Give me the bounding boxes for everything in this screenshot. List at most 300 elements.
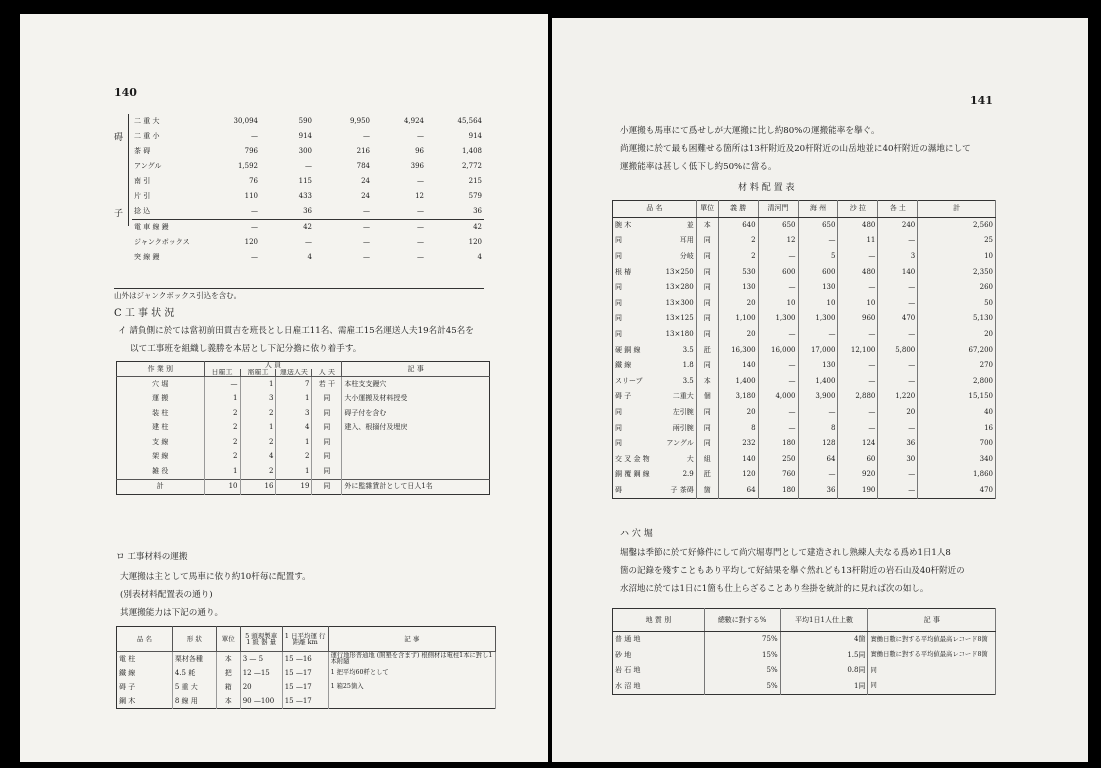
item-name-label: スリーブ <box>615 376 643 385</box>
table-row <box>117 377 490 392</box>
value-cell: 17,000 <box>798 342 838 358</box>
item-name-label: 碍 <box>615 485 622 494</box>
column-header: 沙 拉 <box>838 201 878 218</box>
table-cell: 同 <box>312 392 342 407</box>
column-header: 1 日平均運 行距離 km <box>282 627 328 652</box>
column-header: 義 勝 <box>718 201 758 218</box>
value-cell: — <box>417 207 424 215</box>
unit-cell: 瓩 <box>696 467 718 483</box>
item-name: 片 引 <box>134 192 151 200</box>
table-cell: 1 <box>240 377 276 392</box>
table-cell: 把 <box>216 666 240 680</box>
value-cell: 2,350 <box>918 264 996 280</box>
table-row <box>613 327 996 343</box>
value-cell: 5 <box>798 249 838 265</box>
value-cell: — <box>838 327 878 343</box>
value-cell: 2,800 <box>918 374 996 390</box>
table-cell: 16 <box>240 479 276 495</box>
unit-cell: 同 <box>696 264 718 280</box>
item-name-label: 同 <box>615 283 622 292</box>
value-cell: 130 <box>718 280 758 296</box>
header-person: 人 員 <box>204 362 342 370</box>
header-note: 記 事 <box>342 362 490 377</box>
table-row <box>613 452 996 468</box>
header-work: 作 業 別 <box>117 362 205 377</box>
table-cell: 碍 子 <box>117 680 173 694</box>
item-name-label: 交 叉 金 物 <box>615 454 650 463</box>
table-cell: 電 柱 <box>117 652 173 667</box>
item-spec: 子 茶碍 <box>670 485 694 494</box>
table-row <box>117 680 496 694</box>
item-spec: 13×300 <box>665 298 694 307</box>
item-name-label: 同 <box>615 408 622 417</box>
column-header: 各 土 <box>878 201 918 218</box>
value-cell: 36 <box>473 207 482 215</box>
value-cell: 3 <box>878 249 918 265</box>
column-header: 記 事 <box>868 609 996 632</box>
table-row <box>117 421 490 436</box>
item-name <box>613 374 697 390</box>
value-cell: 8 <box>718 420 758 436</box>
paragraph-line: イ 請負側に於ては當初前田貫吉を班長とし日雇工11名、需雇工15名運送人夫19名計45名を <box>118 326 474 336</box>
value-cell: 50 <box>918 296 996 312</box>
value-cell: 4 <box>307 253 312 261</box>
table-cell: 4 <box>276 421 312 436</box>
value-cell: — <box>838 249 878 265</box>
item-name <box>613 264 697 280</box>
item-name-label: 同 <box>615 314 622 323</box>
table-cell: 2 <box>204 421 240 436</box>
table-row <box>132 220 484 236</box>
value-cell: 3,900 <box>798 389 838 405</box>
value-cell: 128 <box>798 436 838 452</box>
unit-cell: 同 <box>696 311 718 327</box>
item-name <box>613 233 697 249</box>
value-cell: 64 <box>718 483 758 499</box>
value-cell: — <box>251 207 258 215</box>
left-page <box>20 14 548 762</box>
table-cell: 建 柱 <box>117 421 205 436</box>
group-label-1: 碍 <box>114 133 124 143</box>
header-sub: 運送人夫 <box>276 369 312 377</box>
table-cell: 10 <box>204 479 240 495</box>
value-cell: 10 <box>838 296 878 312</box>
table-rule <box>114 288 484 289</box>
value-cell: 16 <box>918 420 996 436</box>
table-cell: 4箇 <box>780 632 868 648</box>
ro-heading: ロ 工事材料の運搬 <box>116 552 188 562</box>
table-row <box>132 129 484 144</box>
item-name <box>613 296 697 312</box>
unit-cell: 同 <box>696 233 718 249</box>
table-cell: 1 把平均60粁として <box>328 666 495 680</box>
page-number-left: 140 <box>114 86 137 99</box>
value-cell: 12,100 <box>838 342 878 358</box>
table-cell: 水 沼 地 <box>613 679 705 695</box>
table-row <box>132 250 484 265</box>
material-placement-table <box>612 200 996 499</box>
value-cell: 2,560 <box>918 217 996 233</box>
value-cell: 433 <box>298 192 312 200</box>
value-cell: 140 <box>718 452 758 468</box>
table-cell: 碍子付を含む <box>344 408 387 417</box>
value-cell: 2,880 <box>838 389 878 405</box>
paragraph-line: 堀鑿は季節に於て好條件にして尚穴堀専門として建造されし熟練人夫なる爲め1日1人8 <box>620 548 951 558</box>
table-cell: 1同 <box>780 679 868 695</box>
unit-cell: 同 <box>696 405 718 421</box>
table-row <box>613 217 996 233</box>
paragraph-line: 箇の記錄を殘すこともあり平均して好結果を擧ぐ然れども13杆附近の岩石山及40杆附近の <box>620 566 965 576</box>
paragraph-line: 小運搬も馬車にて爲せしが大運搬に比し約80%の運搬能率を擧ぐ。 <box>620 126 880 136</box>
value-cell: — <box>305 162 312 170</box>
value-cell: 650 <box>798 217 838 233</box>
value-cell: — <box>878 233 918 249</box>
item-name: 二 重 小 <box>134 132 160 140</box>
table-cell: 岩 石 地 <box>613 663 705 679</box>
table-row <box>613 679 996 695</box>
table-cell: 本 <box>216 652 240 667</box>
item-name-label: 銅 覆 鋼 線 <box>615 470 650 479</box>
table-cell: 0.8同 <box>780 663 868 679</box>
item-spec: 1.8 <box>682 361 694 370</box>
value-cell: — <box>363 207 370 215</box>
item-spec: 耳用 <box>679 236 694 245</box>
item-name-label: 鐵 線 <box>615 361 632 370</box>
table-cell: 2 <box>204 435 240 450</box>
table-note: 山外はジャンクボックス引込を含む。 <box>114 291 242 300</box>
value-cell: 9,950 <box>349 117 370 125</box>
value-cell: 1,400 <box>798 374 838 390</box>
item-spec: アングル <box>666 439 694 448</box>
item-name-label: 同 <box>615 330 622 339</box>
item-name-label: 碍 子 <box>615 392 632 401</box>
item-spec: 並 <box>686 220 694 229</box>
table-cell: 2 <box>240 435 276 450</box>
item-name <box>613 405 697 421</box>
unit-cell: 同 <box>696 358 718 374</box>
value-cell: 12 <box>415 192 424 200</box>
value-cell: 4,000 <box>758 389 798 405</box>
group-label-2: 子 <box>114 209 124 219</box>
column-header: 品 名 <box>613 201 697 218</box>
value-cell: — <box>798 467 838 483</box>
value-cell: 250 <box>758 452 798 468</box>
header-sub: 人 夫 <box>312 369 342 377</box>
item-name <box>613 249 697 265</box>
table-row <box>613 389 996 405</box>
item-name <box>613 389 697 405</box>
value-cell: 24 <box>361 177 370 185</box>
value-cell: 20 <box>878 405 918 421</box>
table-cell: 1 <box>240 421 276 436</box>
paragraph-line: 水沼地に於ては1日に1箇も仕上らざることあり叁掛を統計的に見れば次の如し。 <box>620 584 929 594</box>
item-spec: 二重大 <box>672 392 694 401</box>
table-cell: 4.5 耗 <box>172 666 216 680</box>
value-cell: 190 <box>838 483 878 499</box>
value-cell: 67,200 <box>918 342 996 358</box>
table-cell: 雑 役 <box>117 464 205 479</box>
table-row <box>613 405 996 421</box>
item-name <box>613 436 697 452</box>
table-cell: 3 — 5 <box>240 652 282 667</box>
value-cell: 24 <box>361 192 370 200</box>
paragraph-line: 以て工事班を組織し義勝を本居とし下記分擔に依り着手す。 <box>130 344 362 354</box>
value-cell: 480 <box>838 264 878 280</box>
value-cell: 340 <box>918 452 996 468</box>
value-cell: 120 <box>468 238 482 246</box>
unit-cell: 同 <box>696 436 718 452</box>
table-row <box>117 464 490 479</box>
table-cell: 5% <box>704 679 780 695</box>
value-cell: 96 <box>415 147 424 155</box>
table-cell: 5 重 大 <box>172 680 216 694</box>
value-cell: — <box>758 420 798 436</box>
table-row <box>117 479 490 495</box>
value-cell: 760 <box>758 467 798 483</box>
table-row <box>132 144 484 159</box>
column-header: 計 <box>918 201 996 218</box>
table-cell: 鋼 木 <box>117 694 173 709</box>
value-cell: 130 <box>798 280 838 296</box>
value-cell: 140 <box>718 358 758 374</box>
item-name: アングル <box>134 162 162 170</box>
ro-line: 大運搬は主として馬車に依り約10杆毎に配置す。 <box>120 572 311 582</box>
value-cell: 1,300 <box>798 311 838 327</box>
table-cell: 穴 堀 <box>117 377 205 392</box>
value-cell: 1,408 <box>461 147 482 155</box>
table-row <box>117 694 496 709</box>
table-cell: 12 —15 <box>240 666 282 680</box>
header-sub: 日雇工 <box>204 369 240 377</box>
table-row <box>132 114 484 129</box>
table-row <box>117 450 490 465</box>
item-name: 捻 込 <box>134 207 151 215</box>
item-name <box>613 452 697 468</box>
value-cell: — <box>758 358 798 374</box>
value-cell: 36 <box>878 436 918 452</box>
table-cell: 同 <box>312 464 342 479</box>
value-cell: 16,300 <box>718 342 758 358</box>
table-cell: 3 <box>276 406 312 421</box>
value-cell: 36 <box>303 207 312 215</box>
table-cell: 同 <box>868 679 996 695</box>
value-cell: — <box>372 220 426 236</box>
table-cell: 15% <box>704 648 780 664</box>
table-cell: 2 <box>204 406 240 421</box>
work-assignment-table <box>116 361 490 495</box>
table-row <box>132 235 484 250</box>
table-cell: 8 線 用 <box>172 694 216 709</box>
table-cell: 15 —17 <box>282 680 328 694</box>
item-name <box>613 358 697 374</box>
value-cell: 640 <box>718 217 758 233</box>
value-cell: 260 <box>918 280 996 296</box>
value-cell: 2,772 <box>461 162 482 170</box>
value-cell: 30,094 <box>233 117 258 125</box>
value-cell: 216 <box>356 147 370 155</box>
table-row <box>132 159 484 174</box>
table-cell: 普 通 地 <box>613 632 705 648</box>
table-row <box>117 435 490 450</box>
value-cell: 1,220 <box>878 389 918 405</box>
table-cell: 1 <box>204 392 240 407</box>
group-bracket <box>128 114 129 226</box>
table-cell: 支 線 <box>117 435 205 450</box>
header-sub: 需雇工 <box>240 369 276 377</box>
value-cell: 480 <box>838 217 878 233</box>
value-cell: — <box>417 132 424 140</box>
table-row <box>613 420 996 436</box>
item-name <box>613 467 697 483</box>
table-cell: 同 <box>868 663 996 679</box>
table-row <box>117 652 496 667</box>
value-cell: 600 <box>758 264 798 280</box>
value-cell: 920 <box>838 467 878 483</box>
value-cell: 42 <box>260 220 314 236</box>
table-cell: — <box>204 377 240 392</box>
value-cell: 180 <box>758 483 798 499</box>
page-number-right: 141 <box>970 94 993 107</box>
table-cell: 1.5同 <box>780 648 868 664</box>
value-cell: — <box>363 132 370 140</box>
value-cell: 76 <box>249 177 258 185</box>
item-name-label: 同 <box>615 252 622 261</box>
table-cell: 5% <box>704 663 780 679</box>
value-cell: 600 <box>798 264 838 280</box>
table-cell: 鐵 線 <box>117 666 173 680</box>
excavation-table <box>612 608 996 695</box>
value-cell: — <box>798 327 838 343</box>
table-row <box>613 296 996 312</box>
table-row <box>613 632 996 648</box>
column-header: 平均1日1人仕上數 <box>780 609 868 632</box>
value-cell: 590 <box>298 117 312 125</box>
item-name <box>613 280 697 296</box>
item-name: 突 線 鏝 <box>134 253 160 261</box>
unit-cell: 同 <box>696 249 718 265</box>
value-cell: 25 <box>918 233 996 249</box>
value-cell: — <box>758 249 798 265</box>
value-cell: 2 <box>718 249 758 265</box>
paragraph-line: 尚運搬に於て最も困難せる箇所は13杆附近及20杆附近の山岳地並に40杆附近の濕地にして <box>620 144 971 154</box>
material-table-title: 材 料 配 置 表 <box>738 183 795 193</box>
value-cell: 42 <box>426 220 484 236</box>
table-cell: 2 <box>276 450 312 465</box>
table-cell: 本 <box>216 694 240 709</box>
value-cell: 20 <box>718 405 758 421</box>
value-cell: 20 <box>918 327 996 343</box>
value-cell: — <box>838 358 878 374</box>
table-cell <box>342 435 490 450</box>
value-cell: 30 <box>878 452 918 468</box>
table-row <box>613 358 996 374</box>
value-cell: 1,400 <box>718 374 758 390</box>
value-cell: — <box>758 405 798 421</box>
value-cell: 1,860 <box>918 467 996 483</box>
column-header: 海 州 <box>798 201 838 218</box>
value-cell: — <box>878 358 918 374</box>
table-cell: 3 <box>240 392 276 407</box>
value-cell: 784 <box>356 162 370 170</box>
value-cell: 1,592 <box>237 162 258 170</box>
column-header: 總數に對する% <box>704 609 780 632</box>
value-cell: 20 <box>718 296 758 312</box>
value-cell: 45,564 <box>457 117 482 125</box>
item-spec: 分岐 <box>679 252 694 261</box>
value-cell: 960 <box>838 311 878 327</box>
table-cell: 同 <box>312 421 342 436</box>
column-header: 品 名 <box>117 627 173 652</box>
table-cell: 装 柱 <box>117 406 205 421</box>
paragraph-line: 運搬能率は甚しく低下し約50%に當る。 <box>620 162 777 172</box>
table-cell: 實働日數に對する平均値最高レコード8箇 <box>868 632 996 648</box>
table-cell: 同 <box>312 406 342 421</box>
value-cell: — <box>363 238 370 246</box>
table-cell: 75% <box>704 632 780 648</box>
table-cell: 建入、根搦付及埋戻 <box>344 423 408 432</box>
item-name <box>613 420 697 436</box>
value-cell: — <box>417 238 424 246</box>
table-row <box>613 436 996 452</box>
value-cell: 215 <box>468 177 482 185</box>
item-name-label: 同 <box>615 298 622 307</box>
item-name <box>613 311 697 327</box>
value-cell: 1,100 <box>718 311 758 327</box>
value-cell: 110 <box>244 192 258 200</box>
table-cell <box>342 450 490 465</box>
value-cell: 470 <box>878 311 918 327</box>
table-cell: 1 <box>276 464 312 479</box>
value-cell: — <box>758 280 798 296</box>
table-row <box>613 233 996 249</box>
value-cell: — <box>305 238 312 246</box>
value-cell: — <box>798 233 838 249</box>
table-cell: 運 搬 <box>117 392 205 407</box>
table-row <box>117 406 490 421</box>
unit-cell: 同 <box>696 280 718 296</box>
value-cell: 4,924 <box>403 117 424 125</box>
value-cell: 10 <box>798 296 838 312</box>
item-name-label: 硬 銅 線 <box>615 345 641 354</box>
value-cell: 3,180 <box>718 389 758 405</box>
unit-cell: 本 <box>696 374 718 390</box>
table-cell: 4 <box>240 450 276 465</box>
item-spec: 兩引腕 <box>672 423 694 432</box>
value-cell: 15,150 <box>918 389 996 405</box>
item-name-label: 根 椿 <box>615 267 632 276</box>
table-row <box>613 374 996 390</box>
value-cell: — <box>758 374 798 390</box>
value-cell: — <box>798 405 838 421</box>
item-spec: 13×125 <box>665 314 694 323</box>
value-cell: — <box>251 253 258 261</box>
value-cell: 530 <box>718 264 758 280</box>
value-cell: 140 <box>878 264 918 280</box>
value-cell: — <box>838 280 878 296</box>
item-spec: 左引腕 <box>672 408 694 417</box>
value-cell: 2 <box>718 233 758 249</box>
unit-cell: 同 <box>696 296 718 312</box>
value-cell: 914 <box>298 132 312 140</box>
value-cell: 64 <box>798 452 838 468</box>
table-row <box>613 342 996 358</box>
table-cell: 計 <box>117 479 205 495</box>
value-cell: 5,800 <box>878 342 918 358</box>
table-cell: 1 <box>276 392 312 407</box>
unit-cell: 組 <box>696 452 718 468</box>
table-row <box>613 483 996 499</box>
value-cell: 20 <box>718 327 758 343</box>
